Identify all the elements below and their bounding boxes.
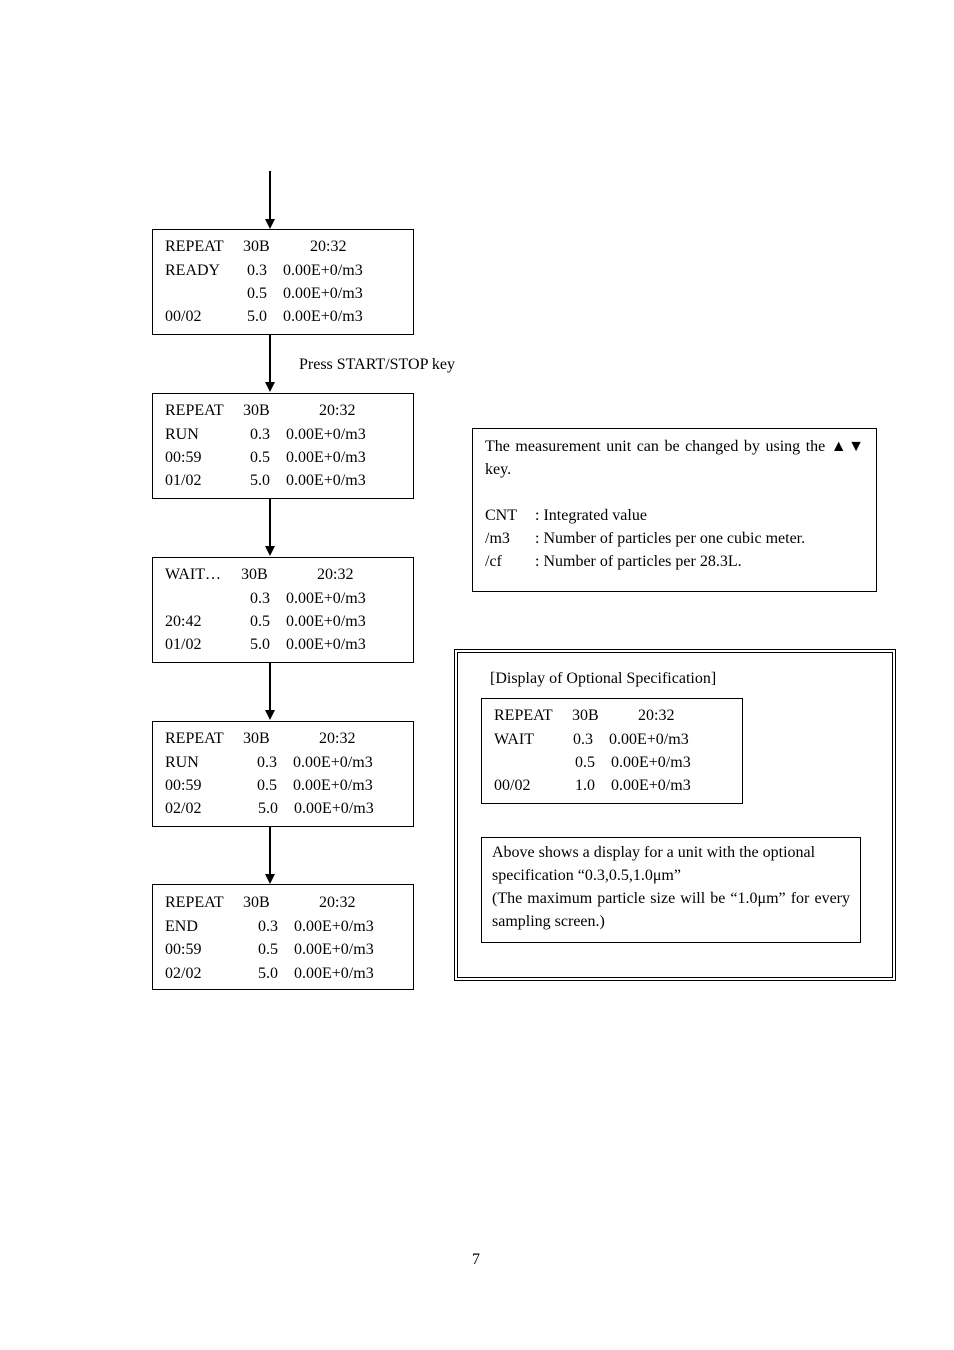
- lcd-cycle: 00/02: [494, 777, 531, 794]
- arrowhead-1: [265, 382, 275, 392]
- lcd-channel: 5.0: [250, 636, 270, 653]
- lcd-channel: 1.0: [575, 777, 595, 794]
- lcd-status: RUN: [165, 754, 199, 771]
- lcd-cycle: 01/02: [165, 636, 202, 653]
- lcd-status: WAIT: [494, 731, 534, 748]
- lcd-screen-optional: [481, 698, 743, 804]
- lcd-count: 0.00E+0/m3: [283, 262, 363, 279]
- lcd-screen-ready: [152, 229, 414, 335]
- unit-def-list: [485, 504, 864, 573]
- lcd-status: END: [165, 918, 198, 935]
- lcd-size: 30B: [243, 238, 270, 255]
- unit-def-desc: : Number of particles per 28.3L.: [535, 553, 742, 570]
- lcd-cycle: 02/02: [165, 800, 202, 817]
- optional-note-line2: (The maximum particle size will be “1.0μm” for every sampling screen.): [492, 890, 850, 930]
- lcd-channel: 5.0: [258, 965, 278, 982]
- optional-spec-title: [Display of Optional Specification]: [490, 670, 717, 687]
- lcd-channel: 0.5: [247, 285, 267, 302]
- lcd-channel: 0.5: [250, 449, 270, 466]
- lcd-channel: 0.3: [257, 754, 277, 771]
- lcd-size: 30B: [243, 402, 270, 419]
- lcd-channel: 0.5: [250, 613, 270, 630]
- lcd-count: 0.00E+0/m3: [293, 777, 373, 794]
- lcd-mode: REPEAT: [165, 402, 224, 419]
- lcd-timer: 00:59: [165, 449, 202, 466]
- unit-note-box: [472, 428, 877, 592]
- arrow-line-3: [269, 663, 271, 711]
- arrowhead-3: [265, 710, 275, 720]
- arrow-line-top: [269, 171, 271, 220]
- lcd-count: 0.00E+0/m3: [286, 613, 366, 630]
- lcd-status: RUN: [165, 426, 199, 443]
- lcd-cycle: 00/02: [165, 308, 202, 325]
- lcd-cycle: 01/02: [165, 472, 202, 489]
- lcd-count: 0.00E+0/m3: [286, 426, 366, 443]
- lcd-size: 30B: [243, 894, 270, 911]
- lcd-count: 0.00E+0/m3: [286, 590, 366, 607]
- lcd-count: 0.00E+0/m3: [294, 918, 374, 935]
- lcd-channel: 5.0: [250, 472, 270, 489]
- lcd-clock: 20:32: [319, 894, 356, 911]
- lcd-channel: 0.3: [573, 731, 593, 748]
- unit-def-term: /cf: [485, 553, 502, 570]
- lcd-count: 0.00E+0/m3: [611, 754, 691, 771]
- lcd-count: 0.00E+0/m3: [286, 472, 366, 489]
- arrowhead-4: [265, 874, 275, 884]
- lcd-mode: WAIT…: [165, 566, 221, 583]
- arrow-label-start-stop: Press START/STOP key: [299, 356, 455, 373]
- lcd-count: 0.00E+0/m3: [294, 941, 374, 958]
- lcd-mode: REPEAT: [494, 707, 553, 724]
- arrow-line-2: [269, 499, 271, 547]
- lcd-count: 0.00E+0/m3: [283, 308, 363, 325]
- lcd-screen-wait: [152, 557, 414, 663]
- lcd-cycle: 02/02: [165, 965, 202, 982]
- lcd-size: 30B: [241, 566, 268, 583]
- unit-note-text: The measurement unit can be changed by using the ▲▼ key.: [485, 438, 864, 478]
- lcd-status: READY: [165, 262, 221, 279]
- lcd-size: 30B: [572, 707, 599, 724]
- lcd-timer: 00:59: [165, 941, 202, 958]
- optional-note-box: [481, 837, 861, 943]
- lcd-count: 0.00E+0/m3: [294, 800, 374, 817]
- lcd-channel: 5.0: [247, 308, 267, 325]
- unit-def-item: [485, 527, 864, 550]
- lcd-channel: 0.3: [250, 426, 270, 443]
- arrow-line-1: [269, 335, 271, 383]
- unit-def-desc: : Number of particles per one cubic meter.: [535, 530, 806, 547]
- optional-note-line1: Above shows a display for a unit with the optional specification “0.3,0.5,1.0μm”: [492, 844, 816, 884]
- lcd-count: 0.00E+0/m3: [609, 731, 689, 748]
- lcd-screen-run-1: [152, 393, 414, 499]
- arrowhead-2: [265, 546, 275, 556]
- lcd-mode: REPEAT: [165, 730, 224, 747]
- lcd-count: 0.00E+0/m3: [286, 449, 366, 466]
- lcd-screen-run-2: [152, 721, 414, 827]
- arrow-line-4: [269, 827, 271, 875]
- lcd-count: 0.00E+0/m3: [294, 965, 374, 982]
- lcd-channel: 0.3: [258, 918, 278, 935]
- unit-def-item: [485, 550, 864, 573]
- lcd-channel: 0.5: [575, 754, 595, 771]
- lcd-channel: 0.3: [247, 262, 267, 279]
- lcd-count: 0.00E+0/m3: [293, 754, 373, 771]
- arrowhead-top: [265, 219, 275, 229]
- lcd-timer: 20:42: [165, 613, 202, 630]
- lcd-channel: 0.5: [258, 941, 278, 958]
- lcd-clock: 20:32: [310, 238, 347, 255]
- lcd-size: 30B: [243, 730, 270, 747]
- lcd-screen-end: [152, 884, 414, 990]
- unit-def-term: /m3: [485, 530, 510, 547]
- lcd-channel: 0.5: [257, 777, 277, 794]
- lcd-timer: 00:59: [165, 777, 202, 794]
- lcd-clock: 20:32: [319, 402, 356, 419]
- unit-def-term: CNT: [485, 507, 517, 524]
- lcd-channel: 5.0: [258, 800, 278, 817]
- lcd-mode: REPEAT: [165, 238, 224, 255]
- unit-def-item: [485, 504, 864, 527]
- lcd-clock: 20:32: [638, 707, 675, 724]
- lcd-count: 0.00E+0/m3: [286, 636, 366, 653]
- lcd-count: 0.00E+0/m3: [611, 777, 691, 794]
- lcd-mode: REPEAT: [165, 894, 224, 911]
- lcd-count: 0.00E+0/m3: [283, 285, 363, 302]
- page-number: 7: [472, 1251, 480, 1268]
- lcd-clock: 20:32: [319, 730, 356, 747]
- lcd-clock: 20:32: [317, 566, 354, 583]
- lcd-channel: 0.3: [250, 590, 270, 607]
- optional-spec-panel: [454, 649, 896, 981]
- unit-def-desc: : Integrated value: [535, 507, 647, 524]
